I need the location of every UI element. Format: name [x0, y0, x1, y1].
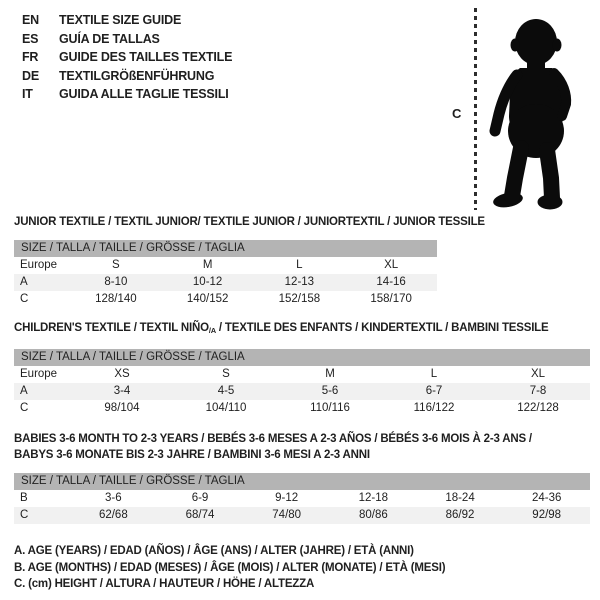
junior-textile-section — [14, 214, 590, 308]
table-title — [14, 320, 590, 339]
table-row — [14, 400, 590, 417]
size-cell: S — [222, 368, 230, 380]
footnote-list — [14, 543, 590, 593]
language-row — [22, 67, 232, 86]
row-label: C — [20, 293, 29, 305]
row-label: C — [20, 402, 29, 414]
size-header: SIZE / TALLA / TAILLE / GRÖSSE / TAGLIA — [14, 473, 590, 490]
size-cell: 24-36 — [531, 492, 562, 504]
size-cell: M — [202, 259, 213, 271]
footnote: B. AGE (MONTHS) / EDAD (MESES) / ÂGE (MOIS) / ALTER (MONATE) / ETÀ (MESI) — [14, 561, 446, 574]
size-cell: 104/110 — [205, 402, 247, 414]
size-cell: 98/104 — [104, 402, 140, 414]
size-cell: 7-8 — [529, 385, 547, 397]
language-code: DE — [22, 68, 39, 83]
row-label: Europe — [20, 259, 58, 271]
size-cell: 6-9 — [191, 492, 209, 504]
language-code: ES — [22, 31, 39, 46]
table-title-line — [14, 214, 590, 230]
table-row — [14, 257, 437, 274]
babies-textile-section — [14, 431, 590, 524]
size-cell: 10-12 — [192, 276, 223, 288]
table-row — [14, 383, 590, 400]
language-label: TEXTILGRÖßENFÜHRUNG — [59, 68, 215, 83]
footnote: A. AGE (YEARS) / EDAD (AÑOS) / ÂGE (ANS) / ALTER (JAHRE) / ETÀ (ANNI) — [14, 545, 414, 557]
size-cell: 152/158 — [278, 293, 321, 305]
size-cell: XL — [530, 368, 546, 380]
language-label: TEXTILE SIZE GUIDE — [59, 13, 182, 27]
height-measure-label: C — [452, 106, 462, 121]
size-cell: M — [325, 368, 335, 380]
toddler-silhouette-icon — [484, 12, 584, 212]
size-cell: 92/98 — [532, 509, 562, 521]
size-cell: 12-18 — [358, 492, 389, 504]
height-measure-figure — [448, 8, 596, 216]
size-cell: 128/140 — [95, 293, 137, 305]
size-cell: 110/116 — [310, 402, 350, 414]
size-cell: L — [430, 368, 438, 380]
table-row — [14, 274, 437, 291]
language-row — [22, 48, 232, 67]
table-row — [14, 291, 437, 308]
table-rows — [14, 490, 590, 524]
size-tables — [14, 214, 590, 593]
row-label: A — [20, 276, 28, 288]
title-segment: /A — [208, 326, 216, 335]
title-segment: BABIES 3-6 MONTH TO 2-3 YEARS / BEBÉS 3-6 MESES A 2-3 AÑOS / BÉBÉS 3-6 MOIS À 2-3 ANS / — [14, 433, 532, 445]
size-cell: 6-7 — [425, 385, 443, 397]
size-cell: 68/74 — [185, 509, 215, 521]
size-cell: 12-13 — [284, 276, 315, 288]
title-segment: BABYS 3-6 MONATE BIS 2-3 JAHRE / BAMBINI 3-6 MESI A 2-3 ANNI — [14, 449, 370, 461]
size-cell: 116/122 — [413, 402, 455, 414]
table-rows — [14, 257, 437, 308]
size-table — [14, 349, 590, 417]
footnote: C. (cm) HEIGHT / ALTURA / HAUTEUR / HÖHE / ALTEZZA — [14, 578, 315, 590]
size-cell: 86/92 — [445, 509, 475, 521]
height-dashed-line — [474, 8, 477, 210]
size-cell: 5-6 — [321, 385, 339, 397]
table-title-line — [14, 447, 590, 463]
row-label: B — [20, 492, 28, 504]
language-row — [22, 85, 232, 104]
language-label: GUÍA DE TALLAS — [59, 31, 160, 46]
language-row — [22, 30, 232, 49]
language-code: IT — [22, 87, 33, 101]
language-row — [22, 11, 232, 30]
size-cell: 158/170 — [370, 293, 412, 305]
table-row — [14, 490, 590, 507]
table-title — [14, 431, 590, 463]
size-table — [14, 240, 437, 308]
size-cell: L — [296, 259, 303, 271]
language-label: GUIDA ALLE TAGLIE TESSILI — [59, 87, 229, 101]
size-cell: XS — [114, 368, 130, 380]
language-code: EN — [22, 13, 39, 27]
size-cell: 3-6 — [105, 492, 122, 504]
size-cell: 74/80 — [272, 509, 302, 521]
table-title-line — [14, 431, 590, 447]
size-header: SIZE / TALLA / TAILLE / GRÖSSE / TAGLIA — [14, 240, 437, 257]
size-cell: 4-5 — [217, 385, 235, 397]
size-table — [14, 473, 590, 524]
table-rows — [14, 366, 590, 417]
size-cell: 18-24 — [445, 492, 475, 504]
table-title-line — [14, 320, 590, 339]
size-cell: 62/68 — [98, 509, 128, 521]
size-cell: 80/86 — [358, 509, 388, 521]
size-cell: 122/128 — [517, 402, 559, 414]
row-label: Europe — [20, 368, 58, 380]
language-list — [22, 11, 232, 104]
title-segment: / TEXTILE DES ENFANTS / KINDERTEXTIL / BAMBINI TESSILE — [215, 322, 549, 334]
table-row — [14, 366, 590, 383]
size-cell: 9-12 — [275, 492, 299, 504]
size-cell: 14-16 — [376, 276, 406, 288]
size-cell: S — [112, 259, 120, 271]
row-label: C — [20, 509, 29, 521]
size-header: SIZE / TALLA / TAILLE / GRÖSSE / TAGLIA — [14, 349, 590, 366]
language-label: GUIDE DES TAILLES TEXTILE — [59, 50, 233, 64]
size-cell: 8-10 — [104, 276, 128, 288]
size-cell: 3-4 — [113, 385, 131, 397]
language-code: FR — [22, 50, 39, 64]
title-segment: CHILDREN'S TEXTILE / TEXTIL NIÑO — [14, 322, 209, 334]
size-cell: XL — [384, 259, 399, 271]
table-title — [14, 214, 590, 230]
table-row — [14, 507, 590, 524]
row-label: A — [20, 385, 28, 397]
children-textile-section — [14, 320, 590, 417]
size-cell: 140/152 — [186, 293, 229, 305]
title-segment: JUNIOR TEXTILE / TEXTIL JUNIOR/ TEXTILE JUNIOR / JUNIORTEXTIL / JUNIOR TESSILE — [14, 216, 485, 228]
